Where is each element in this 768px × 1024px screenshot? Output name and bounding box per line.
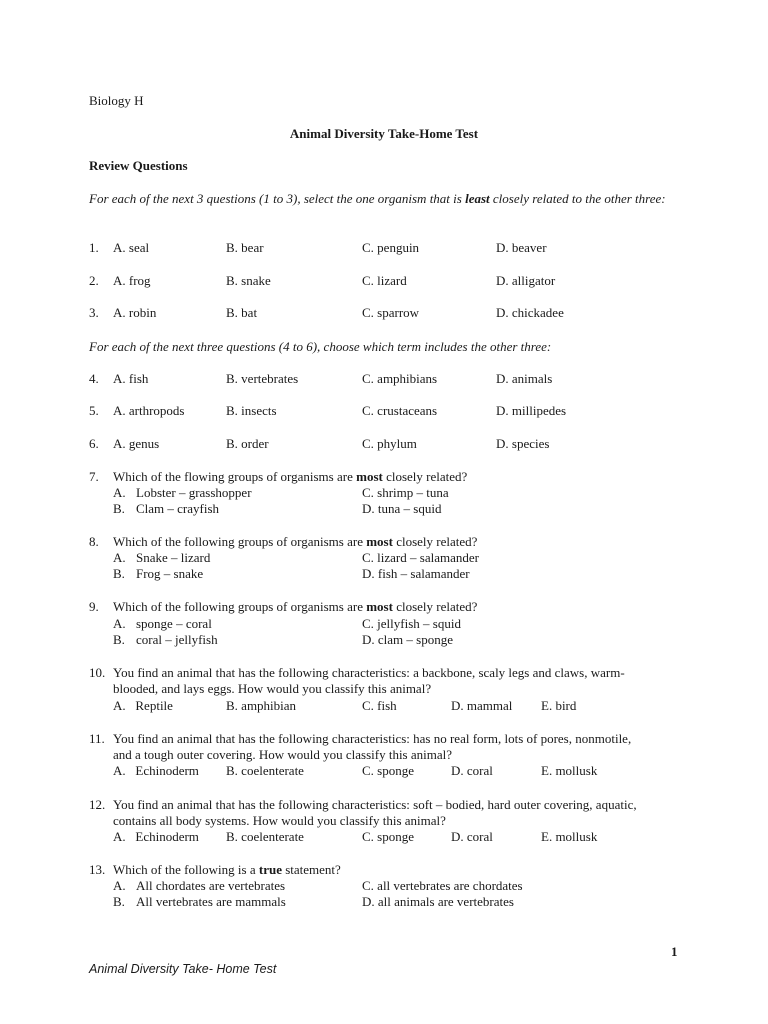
question-number: 3. bbox=[89, 305, 99, 320]
option-b: Frog – snake bbox=[136, 566, 204, 581]
instruction-includes-others: For each of the next three questions (4 to 6), choose which term includes the other three: bbox=[89, 339, 552, 354]
option-a-letter: A. bbox=[113, 616, 126, 631]
option-b: B. bat bbox=[226, 305, 258, 320]
option-b: B. vertebrates bbox=[226, 371, 299, 386]
option-a: sponge – coral bbox=[136, 616, 212, 631]
option-a: Lobster – grasshopper bbox=[136, 485, 252, 500]
option-c: C. shrimp – tuna bbox=[362, 485, 449, 500]
option-d: D. fish – salamander bbox=[362, 566, 470, 581]
option-c: C. sponge bbox=[362, 763, 414, 778]
option-a: A. seal bbox=[113, 240, 150, 255]
option-b: coral – jellyfish bbox=[136, 632, 218, 647]
option-a: A. fish bbox=[113, 371, 149, 386]
option-d: D. tuna – squid bbox=[362, 501, 442, 516]
option-d: D. millipedes bbox=[496, 403, 567, 418]
option-b: B. bear bbox=[226, 240, 264, 255]
option-a: A. frog bbox=[113, 273, 151, 288]
footer-text: Animal Diversity Take- Home Test bbox=[89, 962, 277, 976]
option-c: C. crustaceans bbox=[362, 403, 438, 418]
option-b-letter: B. bbox=[113, 501, 125, 516]
option-c: C. amphibians bbox=[362, 371, 438, 386]
option-d: D. coral bbox=[451, 829, 493, 844]
question-number: 12. bbox=[89, 797, 106, 812]
question-stem bbox=[113, 862, 673, 878]
option-a-letter: A. bbox=[113, 550, 126, 565]
stem-emphasis: most bbox=[366, 534, 393, 549]
option-d: D. alligator bbox=[496, 273, 556, 288]
question-number: 5. bbox=[89, 403, 99, 418]
option-d: D. species bbox=[496, 436, 550, 451]
option-c: C. fish bbox=[362, 698, 397, 713]
option-b: All vertebrates are mammals bbox=[136, 894, 286, 909]
instruction-text: For each of the next 3 questions (1 to 3), select the one organism that is bbox=[89, 191, 466, 206]
question-number: 9. bbox=[89, 599, 99, 614]
option-a: Snake – lizard bbox=[136, 550, 211, 565]
option-b: B. coelenterate bbox=[226, 763, 304, 778]
option-d: D. all animals are vertebrates bbox=[362, 894, 514, 909]
stem-text: closely related? bbox=[392, 534, 478, 549]
instruction-emphasis: least bbox=[465, 191, 490, 206]
question-number: 2. bbox=[89, 273, 99, 288]
option-d: D. beaver bbox=[496, 240, 547, 255]
stem-emphasis: true bbox=[258, 862, 282, 877]
instruction-least-related bbox=[89, 191, 679, 207]
option-c: C. phylum bbox=[362, 436, 417, 451]
stem-text: statement? bbox=[281, 862, 341, 877]
option-b: B. snake bbox=[226, 273, 271, 288]
option-b: B. coelenterate bbox=[226, 829, 304, 844]
question-stem-line-2: contains all body systems. How would you classify this animal? bbox=[113, 813, 446, 828]
option-a: A. Echinoderm bbox=[113, 829, 199, 844]
option-a: A. genus bbox=[113, 436, 160, 451]
question-number: 13. bbox=[89, 862, 106, 877]
question-stem bbox=[113, 534, 673, 550]
option-e: E. mollusk bbox=[541, 829, 598, 844]
option-b: B. amphibian bbox=[226, 698, 297, 713]
page-number: 1 bbox=[671, 944, 678, 959]
option-c: C. penguin bbox=[362, 240, 420, 255]
option-e: E. bird bbox=[541, 698, 577, 713]
question-number: 8. bbox=[89, 534, 99, 549]
stem-text: closely related? bbox=[382, 469, 468, 484]
stem-emphasis: most bbox=[356, 469, 383, 484]
option-c: C. sponge bbox=[362, 829, 414, 844]
option-b-letter: B. bbox=[113, 632, 125, 647]
question-number: 6. bbox=[89, 436, 99, 451]
stem-text: Which of the following groups of organisms are bbox=[113, 599, 367, 614]
option-c: C. jellyfish – squid bbox=[362, 616, 461, 631]
instruction-text: closely related to the other three: bbox=[489, 191, 666, 206]
option-a-letter: A. bbox=[113, 485, 126, 500]
stem-emphasis: most bbox=[366, 599, 393, 614]
page-title: Animal Diversity Take-Home Test bbox=[289, 126, 479, 141]
section-heading: Review Questions bbox=[89, 158, 188, 173]
option-b-letter: B. bbox=[113, 894, 125, 909]
question-stem-line-2: blooded, and lays eggs. How would you classify this animal? bbox=[113, 681, 432, 696]
option-b: Clam – crayfish bbox=[136, 501, 220, 516]
question-stem bbox=[113, 599, 673, 615]
question-stem-line-1: You find an animal that has the following characteristics: a backbone, scaly legs and claws, warm- bbox=[113, 665, 625, 680]
stem-text: Which of the following is a bbox=[113, 862, 259, 877]
option-c: C. lizard – salamander bbox=[362, 550, 479, 565]
option-a: A. Reptile bbox=[113, 698, 173, 713]
option-a: A. Echinoderm bbox=[113, 763, 199, 778]
option-a-letter: A. bbox=[113, 878, 126, 893]
question-stem bbox=[113, 469, 673, 485]
option-b-letter: B. bbox=[113, 566, 125, 581]
question-number: 1. bbox=[89, 240, 99, 255]
option-c: C. lizard bbox=[362, 273, 407, 288]
stem-text: closely related? bbox=[392, 599, 478, 614]
option-a: A. arthropods bbox=[113, 403, 185, 418]
option-e: E. mollusk bbox=[541, 763, 598, 778]
question-stem-line-1: You find an animal that has the following characteristics: soft – bodied, hard outer covering, aquatic, bbox=[113, 797, 637, 812]
option-b: B. order bbox=[226, 436, 269, 451]
option-a: All chordates are vertebrates bbox=[136, 878, 286, 893]
option-c: C. all vertebrates are chordates bbox=[362, 878, 523, 893]
option-d: D. coral bbox=[451, 763, 493, 778]
question-stem-line-1: You find an animal that has the following characteristics: has no real form, lots of pores, nonmotile, bbox=[113, 731, 632, 746]
option-d: D. animals bbox=[496, 371, 553, 386]
option-d: D. chickadee bbox=[496, 305, 564, 320]
option-d: D. clam – sponge bbox=[362, 632, 453, 647]
option-b: B. insects bbox=[226, 403, 277, 418]
question-number: 11. bbox=[89, 731, 105, 746]
course-name: Biology H bbox=[89, 93, 144, 108]
question-number: 7. bbox=[89, 469, 99, 484]
option-c: C. sparrow bbox=[362, 305, 420, 320]
stem-text: Which of the following groups of organisms are bbox=[113, 534, 367, 549]
question-stem-line-2: and a tough outer covering. How would you classify this animal? bbox=[113, 747, 453, 762]
option-a: A. robin bbox=[113, 305, 157, 320]
question-number: 10. bbox=[89, 665, 106, 680]
question-number: 4. bbox=[89, 371, 99, 386]
stem-text: Which of the flowing groups of organisms are bbox=[113, 469, 357, 484]
option-d: D. mammal bbox=[451, 698, 513, 713]
